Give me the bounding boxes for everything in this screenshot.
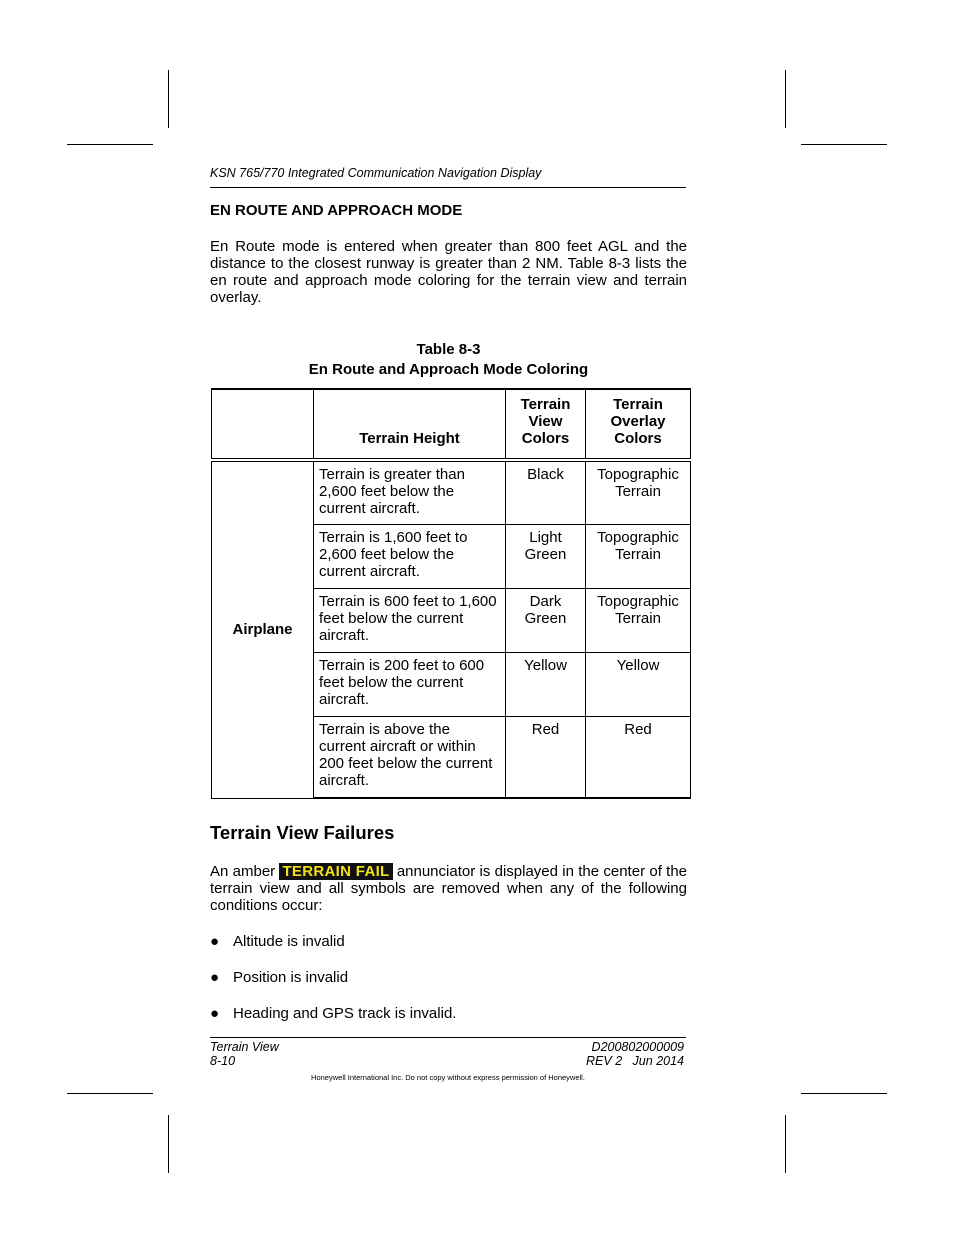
table-row bbox=[212, 460, 691, 524]
coloring-table bbox=[211, 388, 691, 799]
terrain-height-cell: Terrain is greater than 2,600 feet below the current aircraft. bbox=[314, 460, 506, 524]
terrain-height-cell: Terrain is 600 feet to 1,600 feet below the current aircraft. bbox=[314, 588, 506, 652]
footer-revision: REV 2 Jun 2014 bbox=[586, 1054, 684, 1068]
overlay-color-cell: Topographic Terrain bbox=[586, 524, 691, 588]
table-number: Table 8-3 bbox=[416, 341, 481, 358]
terrain-height-cell: Terrain is 200 feet to 600 feet below the current aircraft. bbox=[314, 652, 506, 716]
table-caption bbox=[210, 340, 687, 380]
section-heading: EN ROUTE AND APPROACH MODE bbox=[210, 202, 463, 219]
overlay-color-cell: Topographic Terrain bbox=[586, 588, 691, 652]
footer-chapter: Terrain View bbox=[210, 1040, 279, 1054]
header-terrain-overlay-colors: Terrain Overlay Colors bbox=[586, 389, 691, 460]
crop-mark bbox=[785, 70, 786, 128]
overlay-color-cell: Topographic Terrain bbox=[586, 460, 691, 524]
crop-mark bbox=[801, 144, 887, 145]
category-cell: Airplane bbox=[212, 460, 314, 798]
crop-mark bbox=[67, 1093, 153, 1094]
bullet-item: ● Altitude is invalid bbox=[210, 933, 345, 950]
crop-mark bbox=[168, 1115, 169, 1173]
failure-text-after: annunciator is displayed in the center of the terrain view and all symbols are removed when any of the following conditions occur: bbox=[210, 863, 687, 914]
view-color-cell: Dark Green bbox=[506, 588, 586, 652]
footer-right bbox=[586, 1040, 684, 1068]
terrain-height-cell: Terrain is above the current aircraft or within 200 feet below the current aircraft. bbox=[314, 716, 506, 798]
view-color-cell: Light Green bbox=[506, 524, 586, 588]
view-color-cell: Black bbox=[506, 460, 586, 524]
failure-paragraph bbox=[210, 863, 687, 914]
terrain-height-cell: Terrain is 1,600 feet to 2,600 feet below the current aircraft. bbox=[314, 524, 506, 588]
bullet-item: ● Position is invalid bbox=[210, 969, 349, 986]
footer-doc-number: D200802000009 bbox=[591, 1040, 684, 1054]
running-header: KSN 765/770 Integrated Communication Navigation Display bbox=[210, 166, 542, 180]
subsection-heading: Terrain View Failures bbox=[210, 822, 395, 843]
header-category bbox=[212, 389, 314, 460]
copyright-notice: Honeywell International Inc. Do not copy without express permission of Honeywell. bbox=[311, 1073, 585, 1082]
bullet-item: ● Heading and GPS track is invalid. bbox=[210, 1005, 457, 1022]
footer-page-number: 8-10 bbox=[210, 1054, 236, 1068]
crop-mark bbox=[67, 144, 153, 145]
crop-mark bbox=[168, 70, 169, 128]
table-header-row bbox=[212, 389, 691, 460]
view-color-cell: Red bbox=[506, 716, 586, 798]
intro-paragraph: En Route mode is entered when greater than 800 feet AGL and the distance to the closest runway is greater than 2 NM. Table 8-3 lists the en route and approach mode coloring for the terrain view and terrain overlay. bbox=[210, 238, 687, 306]
footer-left bbox=[210, 1040, 279, 1068]
table-title: En Route and Approach Mode Coloring bbox=[308, 361, 589, 378]
view-color-cell: Yellow bbox=[506, 652, 586, 716]
header-terrain-view-colors: Terrain View Colors bbox=[506, 389, 586, 460]
crop-mark bbox=[785, 1115, 786, 1173]
header-terrain-height: Terrain Height bbox=[314, 389, 506, 460]
footer-rule bbox=[210, 1037, 686, 1038]
overlay-color-cell: Red bbox=[586, 716, 691, 798]
header-rule bbox=[210, 187, 686, 188]
overlay-color-cell: Yellow bbox=[586, 652, 691, 716]
crop-mark bbox=[801, 1093, 887, 1094]
failure-text-before: An amber bbox=[210, 863, 276, 880]
terrain-fail-annunciator: TERRAIN FAIL bbox=[279, 863, 392, 880]
